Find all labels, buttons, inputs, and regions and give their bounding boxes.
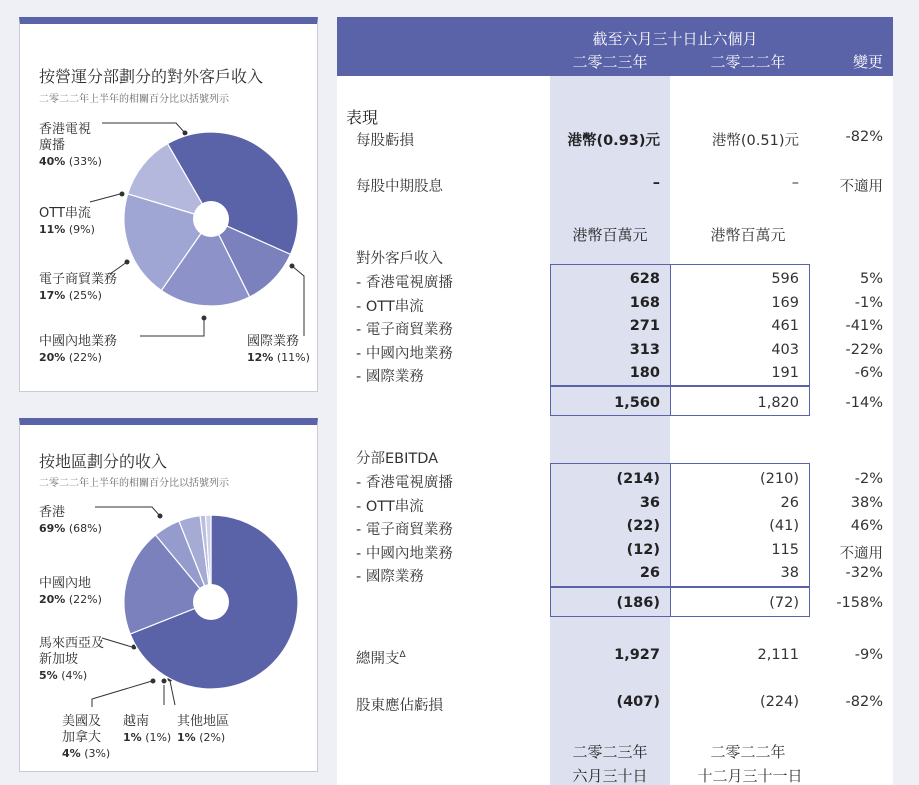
segment-label-hk-tv (39, 122, 102, 170)
revenue-row-label: - 中國內地業務 (356, 345, 453, 362)
ebitda-row-change: 不適用 (839, 545, 883, 562)
loss-2023: (407) (616, 694, 660, 710)
segment-prev-ott: (9%) (68, 223, 95, 236)
segment-prev-international: (11%) (276, 351, 310, 364)
segment-card-title: 按營運分部劃分的對外客戶收入 (39, 67, 264, 86)
footer-2022-year: 二零二二年 (710, 743, 786, 761)
ebitda-row-v2022: 115 (771, 541, 799, 558)
dividend-change: 不適用 (839, 179, 883, 195)
region-pct-hk: 69% (39, 522, 66, 535)
segment-label-ecommerce (39, 272, 117, 304)
region-prev-vietnam: (1%) (145, 731, 172, 744)
opex-label (356, 647, 406, 668)
region-label-malaysia-singapore (39, 636, 104, 684)
header-col-2023: 二零二三年 (572, 53, 648, 71)
segment-prev-ecommerce: (25%) (68, 289, 102, 302)
revenue-row-change: -1% (854, 294, 883, 311)
region-prev-malaysia: (4%) (61, 669, 88, 682)
ebitda-row-change: -32% (845, 565, 883, 581)
revenue-row-v2023: 271 (629, 318, 660, 334)
eps-change: -82% (845, 129, 883, 145)
revenue-row-change: -6% (854, 365, 883, 381)
region-label-us-line1: 美國及 (62, 714, 102, 729)
segment-label-international (247, 334, 310, 366)
ebitda-row-label: - 中國內地業務 (356, 545, 453, 562)
revenue-row-label: - 香港電視廣播 (356, 275, 453, 291)
ebitda-row-v2023: 36 (639, 494, 660, 511)
revenue-row-change: -41% (845, 318, 883, 334)
region-pct-others: 1% (177, 731, 196, 744)
loss-2022: (224) (760, 694, 799, 710)
region-prev-mainland: (22%) (68, 593, 102, 606)
region-label-us-line2: 加拿大 (62, 730, 102, 745)
ebitda-heading: 分部EBITDA (356, 451, 439, 467)
ebitda-row-label: - 國際業務 (356, 569, 424, 585)
segment-label-ecommerce-line1: 電子商貿業務 (39, 272, 118, 287)
segment-pct-international: 12% (247, 351, 274, 364)
revenue-total-2022: 1,820 (757, 395, 799, 411)
segment-label-hk-tv-line2: 廣播 (39, 138, 66, 153)
region-card-subtitle: 二零二二年上半年的相關百分比以括號列示 (39, 478, 229, 489)
region-label-malaysia-line2: 新加坡 (39, 652, 79, 667)
ebitda-total-2022: (72) (769, 595, 799, 611)
performance-heading: 表現 (346, 108, 379, 127)
region-prev-hk: (68%) (68, 522, 102, 535)
segment-pie-chart (123, 131, 299, 307)
revenue-row-label: - 電子商貿業務 (356, 322, 453, 338)
region-label-mainland-line1: 中國內地 (39, 576, 92, 591)
eps-2022: 港幣(0.51)元 (711, 133, 799, 149)
eps-2023: 港幣(0.93)元 (567, 133, 660, 149)
region-pie-center-hole (193, 584, 229, 620)
region-pct-us: 4% (62, 747, 81, 760)
opex-label-text: 總開支 (356, 651, 400, 667)
ebitda-total-change: -158% (836, 595, 883, 611)
footer-2023-year: 二零二三年 (572, 743, 648, 761)
revenue-row-v2023: 180 (629, 365, 660, 381)
revenue-row-v2022: 191 (771, 365, 799, 381)
ebitda-row-v2022: 26 (780, 494, 799, 511)
revenue-row-v2022: 169 (771, 294, 799, 311)
ebitda-total-2023: (186) (616, 595, 660, 611)
revenue-row-v2022: 461 (771, 318, 799, 334)
ebitda-row-v2023: (22) (626, 518, 660, 534)
segment-label-mainland (39, 334, 117, 366)
region-pie-chart (123, 514, 299, 690)
segment-prev-hk-tv: (33%) (68, 155, 102, 168)
ebitda-row-v2022: (41) (769, 518, 799, 534)
segment-label-international-line1: 國際業務 (247, 334, 300, 349)
opex-change: -9% (854, 647, 883, 663)
region-pct-vietnam: 1% (123, 731, 142, 744)
segment-pct-ott: 11% (39, 223, 66, 236)
region-label-others (177, 714, 229, 746)
segment-pct-mainland: 20% (39, 351, 66, 364)
financial-summary-table (337, 17, 893, 785)
ebitda-row-label: - 香港電視廣播 (356, 475, 453, 491)
ebitda-row-v2023: (214) (616, 471, 660, 487)
ebitda-row-label: - OTT串流 (356, 498, 424, 515)
revenue-row-v2023: 628 (629, 271, 660, 287)
region-label-hk (39, 505, 102, 537)
segment-label-ott (39, 206, 95, 238)
segment-label-mainland-line1: 中國內地業務 (39, 334, 118, 349)
opex-2022: 2,111 (757, 647, 799, 663)
ebitda-row-v2022: (210) (760, 471, 799, 487)
header-period: 截至六月三十日止六個月 (592, 30, 758, 48)
region-label-malaysia-line1: 馬來西亞及 (39, 636, 105, 651)
header-col-2022: 二零二二年 (710, 53, 786, 71)
ebitda-row-change: 38% (850, 494, 883, 511)
segment-prev-mainland: (22%) (68, 351, 102, 364)
region-label-mainland (39, 576, 102, 608)
segment-card-subtitle: 二零二二年上半年的相關百分比以括號列示 (39, 94, 229, 105)
revenue-row-v2022: 596 (771, 271, 799, 287)
ebitda-row-v2023: (12) (626, 541, 660, 558)
revenue-row-label: - 國際業務 (356, 369, 424, 385)
region-pct-malaysia: 5% (39, 669, 58, 682)
eps-label: 每股虧損 (356, 133, 414, 149)
region-label-others-line1: 其他地區 (177, 714, 230, 729)
revenue-row-v2023: 168 (629, 294, 660, 311)
dividend-label: 每股中期股息 (356, 179, 443, 195)
revenue-row-v2023: 313 (629, 341, 660, 358)
opex-delta-mark: Δ (399, 650, 406, 661)
region-prev-others: (2%) (199, 731, 226, 744)
region-revenue-card (19, 418, 318, 772)
revenue-row-change: 5% (859, 271, 883, 287)
ebitda-row-v2023: 26 (639, 565, 660, 581)
region-label-vietnam-line1: 越南 (123, 714, 150, 729)
ebitda-row-v2022: 38 (780, 565, 799, 581)
segment-pct-ecommerce: 17% (39, 289, 66, 302)
segment-revenue-card (19, 17, 318, 392)
segment-label-hk-tv-line1: 香港電視 (39, 122, 92, 137)
ebitda-row-label: - 電子商貿業務 (356, 522, 453, 538)
loss-label: 股東應佔虧損 (356, 698, 443, 714)
loss-change: -82% (845, 694, 883, 710)
footer-2023-date: 六月三十日 (572, 767, 648, 785)
segment-pie-center-hole (193, 201, 229, 237)
revenue-total-change: -14% (845, 395, 883, 411)
segment-label-ott-line1: OTT串流 (39, 206, 91, 221)
region-card-title: 按地區劃分的收入 (39, 452, 168, 471)
dividend-2022: – (791, 175, 799, 191)
region-label-us-canada (62, 714, 110, 762)
revenue-row-label: - OTT串流 (356, 298, 424, 315)
revenue-row-change: -22% (845, 341, 883, 358)
revenue-total-2023: 1,560 (614, 395, 660, 411)
unit-2022: 港幣百萬元 (710, 226, 786, 244)
region-prev-us: (3%) (84, 747, 111, 760)
opex-2023: 1,927 (614, 647, 660, 663)
footer-2022-date: 十二月三十一日 (697, 767, 803, 785)
revenue-row-v2022: 403 (771, 341, 799, 358)
revenue-heading: 對外客戶收入 (356, 251, 443, 267)
header-col-change: 變更 (852, 53, 883, 71)
region-label-hk-line1: 香港 (39, 505, 66, 520)
ebitda-row-change: -2% (854, 471, 883, 487)
segment-pct-hk-tv: 40% (39, 155, 66, 168)
unit-2023: 港幣百萬元 (572, 226, 648, 244)
region-pct-mainland: 20% (39, 593, 66, 606)
ebitda-row-change: 46% (850, 518, 883, 534)
dividend-2023: – (652, 175, 660, 191)
region-label-vietnam (123, 714, 171, 746)
